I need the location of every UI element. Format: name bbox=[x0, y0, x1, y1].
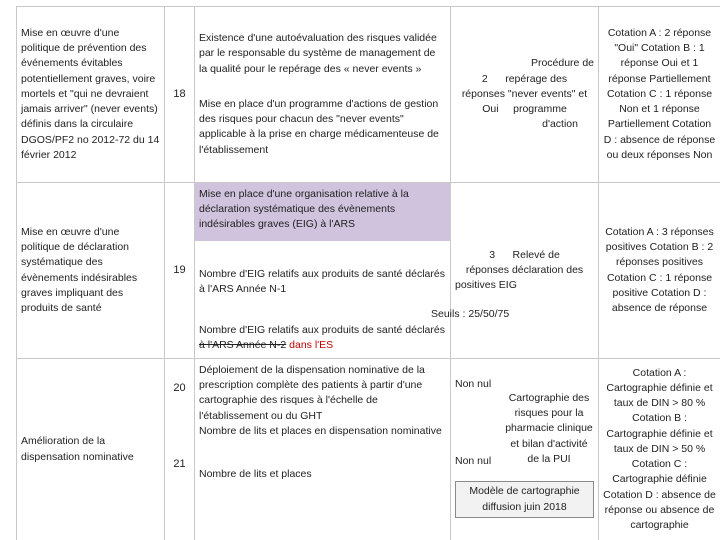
theme-cell bbox=[17, 359, 165, 540]
scoring-text: Cotation A : 3 réponses positives Cotation B : 2 réponses positives Cotation C : 1 réponse positive Cotation D : absence de réponse bbox=[605, 225, 714, 314]
criteria-text: Nombre de lits et places bbox=[199, 468, 312, 481]
indicator-line: 3 Relevé de bbox=[489, 248, 560, 261]
indicator-line: 2 repérage des bbox=[481, 72, 568, 85]
criteria-cell bbox=[195, 359, 451, 540]
value-text: Non nul bbox=[455, 455, 492, 468]
indicator-line: Procédure de bbox=[530, 57, 594, 70]
theme-text: Mise en œuvre d'une politique de prévention des événements évitables potentiellement graves, voire mortels et "qui ne devraient jamais arriver" (never events) définis dans la circulaire DGOS/PF2 no 2012-72 du 14 février 2012 bbox=[21, 27, 160, 161]
criteria-text: Déploiement de la dispensation nominative de la prescription complète des patients à partir d'une cartographie des risques à l'échelle de l'établissement ou du GHT bbox=[199, 364, 425, 422]
criteria-text: Mise en place d'une organisation relative à la déclaration systématique des évènements indésirables graves (EIG) à l'ARS bbox=[199, 188, 409, 231]
theme-cell bbox=[17, 7, 165, 183]
criteria-cell bbox=[195, 183, 451, 359]
table-row bbox=[17, 7, 720, 183]
scoring-cell bbox=[599, 7, 720, 183]
criterion-number: 19 bbox=[173, 263, 186, 276]
indicator-cell bbox=[451, 359, 599, 540]
criteria-cell bbox=[195, 7, 451, 183]
criteria-text: Nombre de lits et places en dispensation nominative bbox=[199, 424, 442, 437]
struck-text: à l'ARS Année N-2 bbox=[199, 339, 287, 352]
indicator-line: réponses "never events" et bbox=[461, 87, 588, 100]
highlighted-criteria bbox=[195, 183, 450, 241]
indicator-line: réponses déclaration des bbox=[465, 263, 584, 276]
criteria-text: Mise en place d'un programme d'actions de gestion des risques pour chacun des "never events" applicable à la prise en charge médicamenteuse de l'établissement bbox=[199, 97, 439, 156]
table-row bbox=[17, 183, 720, 359]
indicator-cell bbox=[431, 183, 599, 359]
theme-cell bbox=[17, 183, 165, 359]
indicator-line: Oui programme bbox=[482, 103, 567, 116]
criteria-prefix: Nombre d'EIG relatifs aux produits de santé déclarés bbox=[199, 324, 445, 337]
scoring-text: Cotation A : 2 réponse "Oui" Cotation B : 1 réponse Oui et 1 réponse Partiellement Cotation C : 1 réponse Non et 1 réponse Partiellement Cotation D : absence de réponse ou deux réponses Non bbox=[603, 27, 716, 161]
criterion-number: 20 bbox=[173, 382, 186, 394]
number-cell bbox=[165, 359, 195, 540]
criterion-number: 18 bbox=[173, 87, 186, 100]
number-cell bbox=[165, 7, 195, 183]
number-cell bbox=[165, 183, 195, 359]
indicator-text: Cartographie des risques pour la pharmacie clinique et bilan d'activité de la PUI bbox=[505, 392, 593, 465]
model-note: Modèle de cartographie diffusion juin 2018 bbox=[455, 481, 594, 517]
scoring-cell bbox=[599, 359, 720, 540]
criteria-table bbox=[16, 6, 720, 540]
table-row bbox=[17, 359, 720, 540]
scoring-cell bbox=[599, 183, 720, 359]
criteria-text: Existence d'une autoévaluation des risques validée par le responsable du système de management de la qualité pour le repérage des « never events » bbox=[199, 32, 437, 75]
theme-text: Mise en œuvre d'une politique de déclaration systématique des évènements indésirables graves impliquant des produits de santé bbox=[21, 225, 138, 314]
value-text: Non nul bbox=[455, 378, 492, 390]
theme-text: Amélioration de la dispensation nominative bbox=[21, 435, 134, 463]
criteria-text: Nombre d'EIG relatifs aux produits de santé déclarés à l'ARS Année N-1 bbox=[199, 267, 445, 295]
indicator-line: d'action bbox=[542, 118, 578, 131]
criteria-text-modified bbox=[199, 323, 446, 353]
criterion-number: 21 bbox=[173, 457, 186, 470]
indicator-line: positives EIG bbox=[455, 279, 517, 292]
thresholds-text: Seuils : 25/50/75 bbox=[431, 307, 510, 320]
inserted-text: dans l'ES bbox=[286, 339, 334, 352]
indicator-cell bbox=[451, 7, 599, 183]
scoring-text: Cotation A : Cartographie définie et taux de DIN > 80 % Cotation B : Cartographie définie et taux de DIN > 50 % Cotation C : Cartographie définie Cotation D : absence de réponse ou absence de cartographie bbox=[603, 366, 716, 531]
